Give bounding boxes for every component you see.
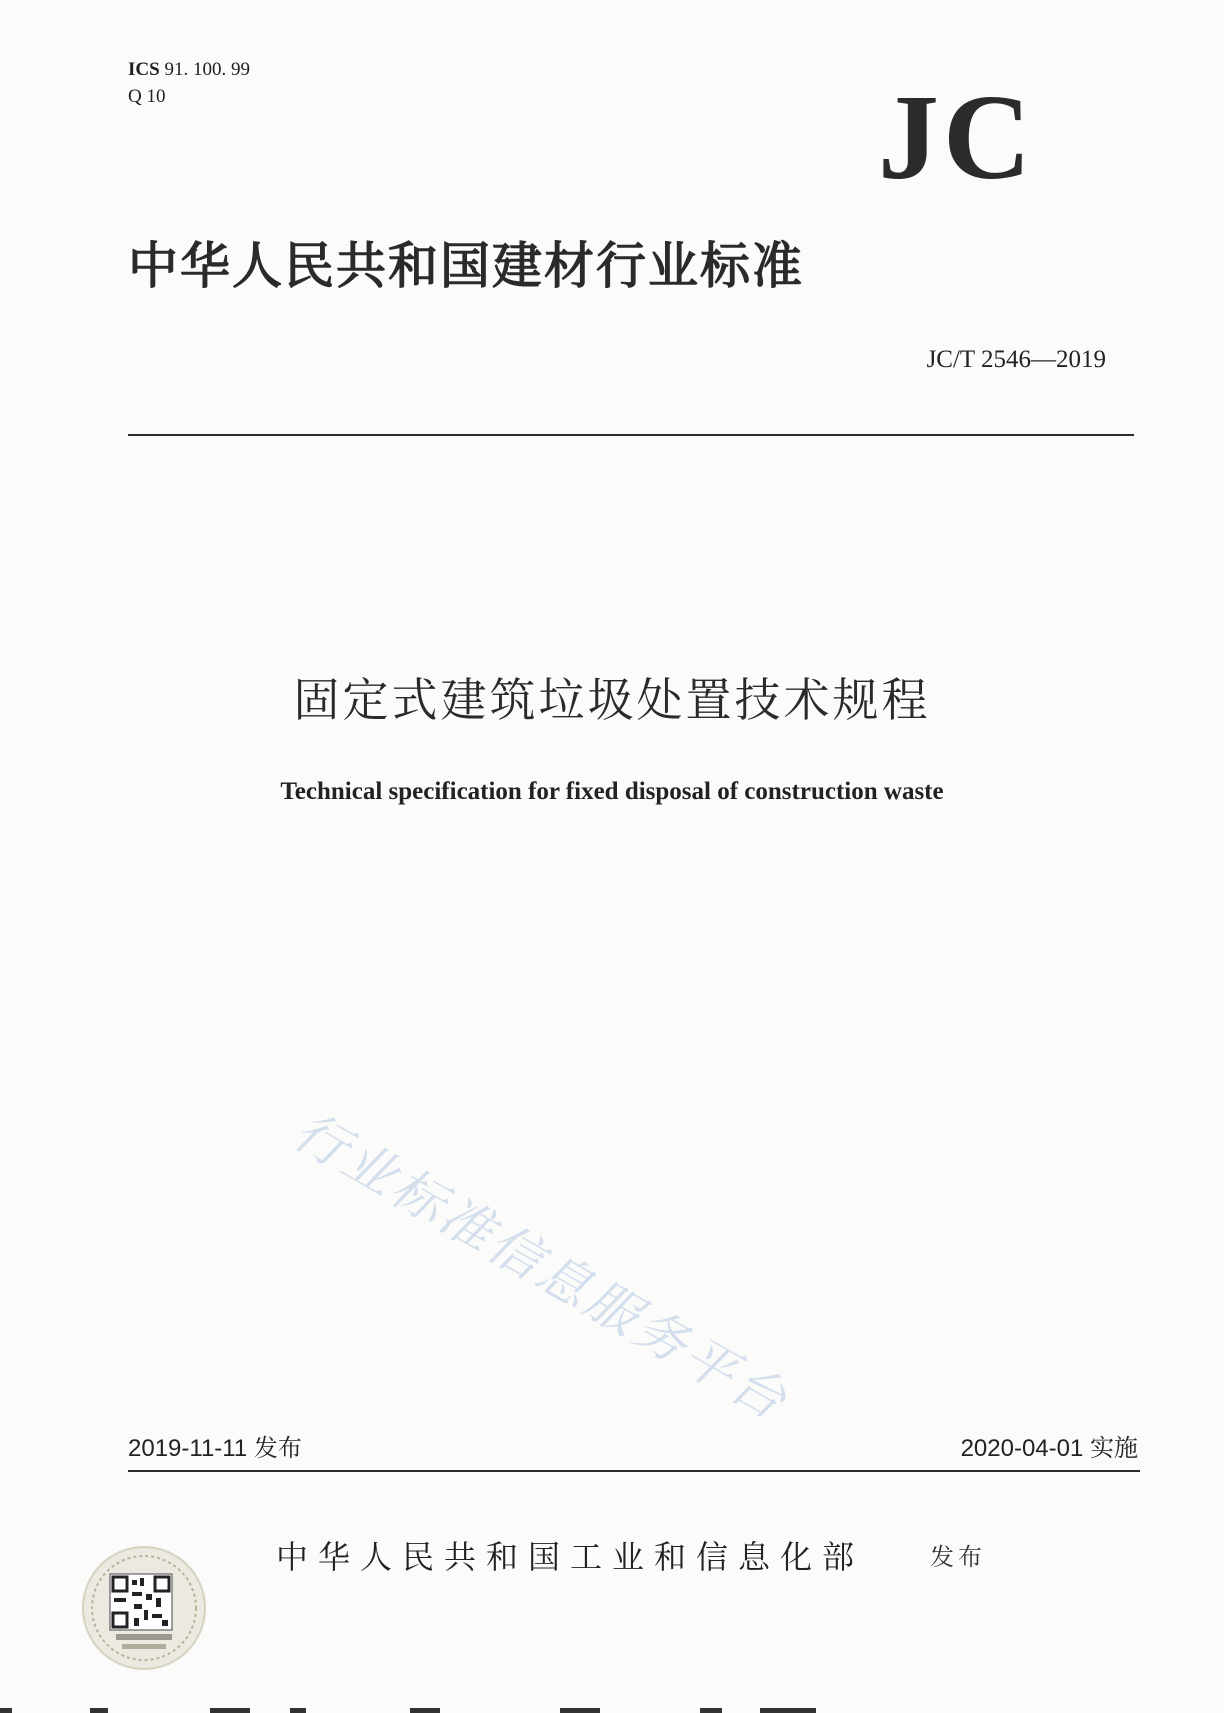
standard-code: JC/T 2546—2019 [926, 346, 1106, 373]
scan-edge-marks [0, 1700, 1224, 1713]
issuing-authority: 中华人民共和国工业和信息化部 [276, 1538, 865, 1576]
top-divider [128, 434, 1134, 436]
issuing-authority-suffix: 发布 [930, 1543, 986, 1571]
document-title-chinese: 固定式建筑垃圾处置技术规程 [293, 673, 931, 727]
ics-code [128, 56, 250, 83]
ccs-code: Q 10 [128, 86, 166, 107]
ics-prefix: ICS [128, 59, 160, 80]
qr-seal-icon [82, 1546, 206, 1670]
ics-value: 91. 100. 99 [164, 59, 250, 80]
bottom-divider [128, 1470, 1140, 1472]
standard-category-title: 中华人民共和国建材行业标准 [128, 237, 804, 295]
document-title-english: Technical specification for fixed disposal of construction waste [280, 778, 944, 805]
watermark-text: 行业标准信息服务平台 [283, 1101, 799, 1434]
classification-codes [128, 56, 250, 110]
implementation-date: 2020-04-01 实施 [960, 1435, 1138, 1462]
jc-logo: JC [878, 70, 1036, 205]
publish-date: 2019-11-11 发布 [128, 1435, 302, 1462]
